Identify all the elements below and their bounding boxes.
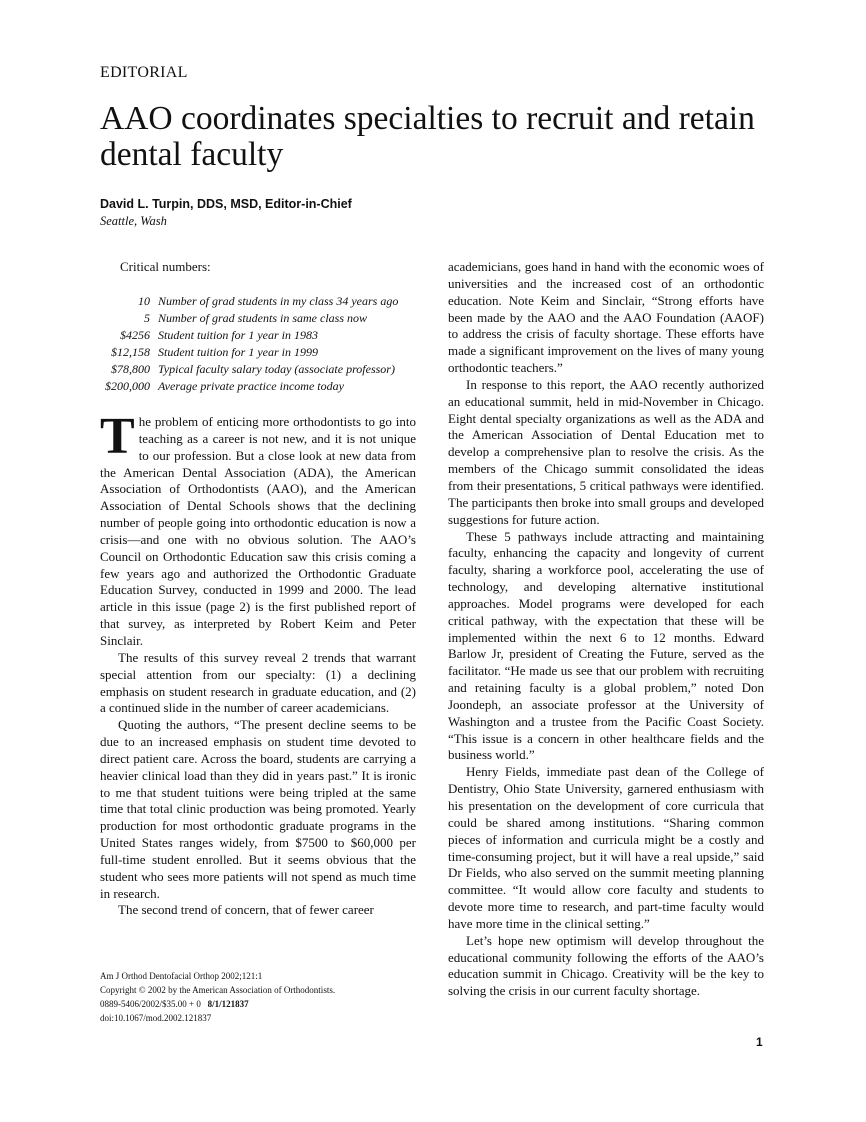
paragraph: academicians, goes hand in hand with the economic woes of universities and the increased cost of an orthodontic education. Note Keim and Sinclair, “Strong efforts have been made by the AAO and the AAO Foundation (AAOF) to address the crisis of faculty shortage. These efforts have made a significant improvement on the lives of many young orthodontic teachers.” <box>448 259 764 376</box>
issn: 0889-5406/2002/$35.00 + 0 <box>100 999 201 1009</box>
critical-number-value: $4256 <box>120 328 150 342</box>
article-title: AAO coordinates specialties to recruit and retain dental faculty <box>100 100 755 173</box>
critical-number-row <box>100 361 398 378</box>
author: David L. Turpin, DDS, MSD, Editor-in-Chief <box>100 197 352 211</box>
critical-number-row <box>100 327 398 344</box>
drop-cap: T <box>100 408 135 465</box>
copyright: Copyright © 2002 by the American Association of Orthodontists. <box>100 985 336 995</box>
column-right <box>448 259 764 1000</box>
page-number: 1 <box>756 1035 763 1049</box>
critical-number-description: Number of grad students in same class now <box>158 311 368 325</box>
paragraph <box>100 408 416 650</box>
paragraph: In response to this report, the AAO recently authorized an educational summit, held in mid-November in Chicago. Eight dental specialty organizations as well as the ADA and the American Association of Dental Education met to develop a comprehensive plan to resolve the crisis. As the members of the Chicago summit consolidated the ideas from their presentations, 5 critical pathways were identified. The participants then broke into small groups and developed suggestions for future action. <box>448 376 764 527</box>
critical-number-row <box>100 378 398 395</box>
paragraph: The results of this survey reveal 2 trends that warrant special attention from our specialty: (1) a declining emphasis on student research in graduate education, and (2) a continued slide in the number of career academicians. <box>100 649 416 716</box>
critical-number-value: 5 <box>144 311 150 325</box>
paragraph-text: he problem of enticing more orthodontists to go into teaching as a career is not new, and it is not unique to our profession. But a close look at new data from the American Dental Association (ADA), the American Association of Orthodontists (AAO), and the American Association of Dental Schools shows that the declining number of people going into orthodontic education is now a crisis—and one with no obvious solution. The AAO’s Council on Orthodontic Education saw this crisis coming a few years ago and authorized the Orthodontic Graduate Education Survey, conducted in 1999 and 2000. The lead article in this issue (page 2) is the first published report of that survey, as interpreted by Robert Keim and Peter Sinclair. <box>100 414 416 648</box>
footer-citation <box>100 969 335 1025</box>
critical-number-description: Number of grad students in my class 34 years ago <box>158 294 399 308</box>
paragraph: Henry Fields, immediate past dean of the College of Dentistry, Ohio State University, garnered enthusiasm with his presentation on the development of core curricula that could be shared among institutions. “Sharing common pieces of information and curricula might be a costly and time-consuming project, but it will have a real upside,” said Dr Fields, who also served on the summit meeting planning committee. “It would allow core faculty and students to devote more time to research, and part-time faculty would have more time in the clinical setting.” <box>448 764 764 931</box>
citation: Am J Orthod Dentofacial Orthop 2002;121:1 <box>100 971 263 981</box>
critical-number-value: 10 <box>138 294 150 308</box>
paragraph: Quoting the authors, “The present decline seems to be due to an increased emphasis on student time devoted to direct patient care. Across the board, students are carrying a heavier clinical load than they did in years past.” It is ironic to me that student tuitions were being tripled at the same time that total clinic production was being promoted. Yearly production for most orthodontic graduate programs in the United States ranges widely, from $7500 to $60,000 per full-time student enrolled. But it seems obvious that the student who sees more patients will not spend as much time in research. <box>100 717 416 901</box>
critical-number-row <box>100 344 398 361</box>
critical-number-description: Student tuition for 1 year in 1983 <box>158 328 318 342</box>
critical-number-value: $78,800 <box>111 362 150 376</box>
critical-numbers-label: Critical numbers: <box>120 259 211 274</box>
critical-number-description: Typical faculty salary today (associate professor) <box>158 362 395 376</box>
paragraph: The second trend of concern, that of fewer career <box>118 902 374 918</box>
critical-number-value: $12,158 <box>111 345 150 359</box>
paragraph: Let’s hope new optimism will develop throughout the educational community following the efforts of the AAO’s education summit in Chicago. Creativity will be the key to solving the crisis in our current faculty shortage. <box>448 932 764 999</box>
critical-number-value: $200,000 <box>105 379 150 393</box>
column-left <box>100 408 416 919</box>
issn-line <box>100 997 335 1011</box>
section-label: EDITORIAL <box>100 64 188 81</box>
author-location: Seattle, Wash <box>100 214 167 228</box>
doi: doi:10.1067/mod.2002.121837 <box>100 1013 212 1023</box>
critical-number-description: Average private practice income today <box>158 379 344 393</box>
critical-number-row <box>100 310 398 327</box>
critical-number-row <box>100 293 398 310</box>
critical-numbers-table <box>100 293 398 395</box>
paragraph: These 5 pathways include attracting and maintaining faculty, enhancing the capacity and longevity of current faculty, sharing a workforce pool, accelerating the use of technology, and developing alternative institutional approaches. Model programs were developed for each critical pathway, with the expectation that these will be implemented within the next 6 to 12 months. Edward Barlow Jr, president of Creating the Future, served as the facilitator. “He made us see that our problem with recruiting and retaining faculty is a global problem,” noted Don Joondeph, an associate professor at the University of Washington and a trustee from the Pacific Coast Society. “This issue is a concern in other healthcare fields and the business world.” <box>448 528 764 763</box>
critical-number-description: Student tuition for 1 year in 1999 <box>158 345 318 359</box>
article-code: 8/1/121837 <box>207 999 249 1009</box>
